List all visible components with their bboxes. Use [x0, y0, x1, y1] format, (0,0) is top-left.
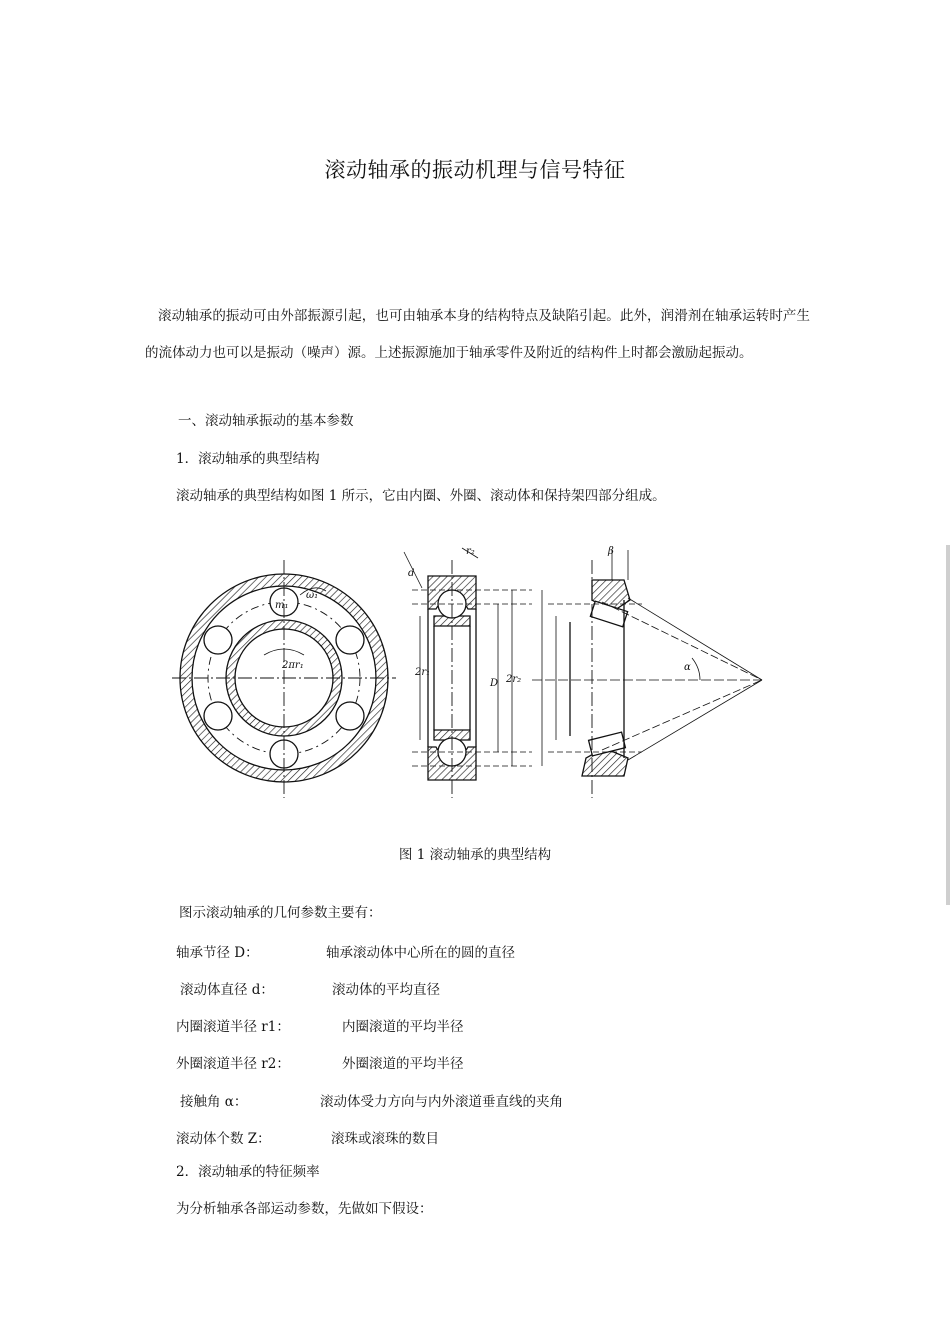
section-heading: 一、滚动轴承振动的基本参数	[178, 413, 354, 429]
param-row	[176, 1127, 439, 1147]
param-row	[180, 1090, 563, 1110]
label-2r1: 2r₁	[415, 667, 431, 678]
param-row	[180, 978, 440, 998]
param-term: 滚动体个数 Z：	[176, 1131, 271, 1147]
param-row	[176, 941, 515, 961]
structure-paragraph: 滚动轴承的典型结构如图 1 所示，它由内圈、外圈、滚动体和保持架四部分组成。	[176, 488, 666, 504]
label-D: D	[490, 678, 499, 689]
angular-contact-view	[532, 550, 762, 798]
param-row	[176, 1052, 464, 1072]
param-term: 滚动体直径 d：	[180, 982, 274, 998]
label-alpha: α	[684, 662, 691, 673]
bearing-figure	[172, 540, 772, 805]
label-2r2: 2r₂	[506, 674, 522, 685]
label-r2: r₂	[466, 546, 475, 557]
param-term: 内圈滚道半径 r1：	[176, 1019, 290, 1035]
page-edge-shadow	[946, 545, 950, 905]
figure-caption: 图 1 滚动轴承的典型结构	[398, 847, 552, 863]
label-circumference: 2πr₁	[282, 660, 304, 671]
label-beta: β	[608, 546, 614, 557]
param-term: 轴承节径 D：	[176, 945, 259, 961]
param-term: 外圈滚道半径 r2：	[176, 1056, 290, 1072]
label-omega: ω₁	[306, 590, 319, 601]
intro-paragraph: 滚动轴承的振动可由外部振源引起，也可由轴承本身的结构特点及缺陷引起。此外，润滑剂在轴承运转时产生的流体动力也可以是振动（噪声）源。上述振源施加于轴承零件及附近的结构件上时都会激励起振动。	[145, 308, 810, 361]
param-definition: 滚动体的平均直径	[332, 982, 440, 998]
assumption-paragraph: 为分析轴承各部运动参数，先做如下假设：	[176, 1201, 433, 1217]
front-view	[172, 560, 396, 798]
param-definition: 外圈滚道的平均半径	[342, 1056, 464, 1072]
document-title: 滚动轴承的振动机理与信号特征	[324, 158, 626, 182]
param-definition: 轴承滚动体中心所在的圆的直径	[326, 945, 515, 961]
subsection-heading: 1．滚动轴承的典型结构	[176, 451, 320, 467]
param-definition: 滚动体受力方向与内外滚道垂直线的夹角	[320, 1094, 563, 1110]
subsection-heading-2: 2．滚动轴承的特征频率	[176, 1164, 320, 1180]
param-row	[176, 1015, 464, 1035]
param-term: 接触角 α：	[180, 1094, 248, 1110]
param-definition: 滚珠或滚珠的数目	[331, 1131, 439, 1147]
params-intro: 图示滚动轴承的几何参数主要有：	[179, 905, 382, 921]
label-m1: m₁	[275, 600, 289, 611]
label-d: d	[408, 568, 415, 579]
param-definition: 内圈滚道的平均半径	[342, 1019, 464, 1035]
